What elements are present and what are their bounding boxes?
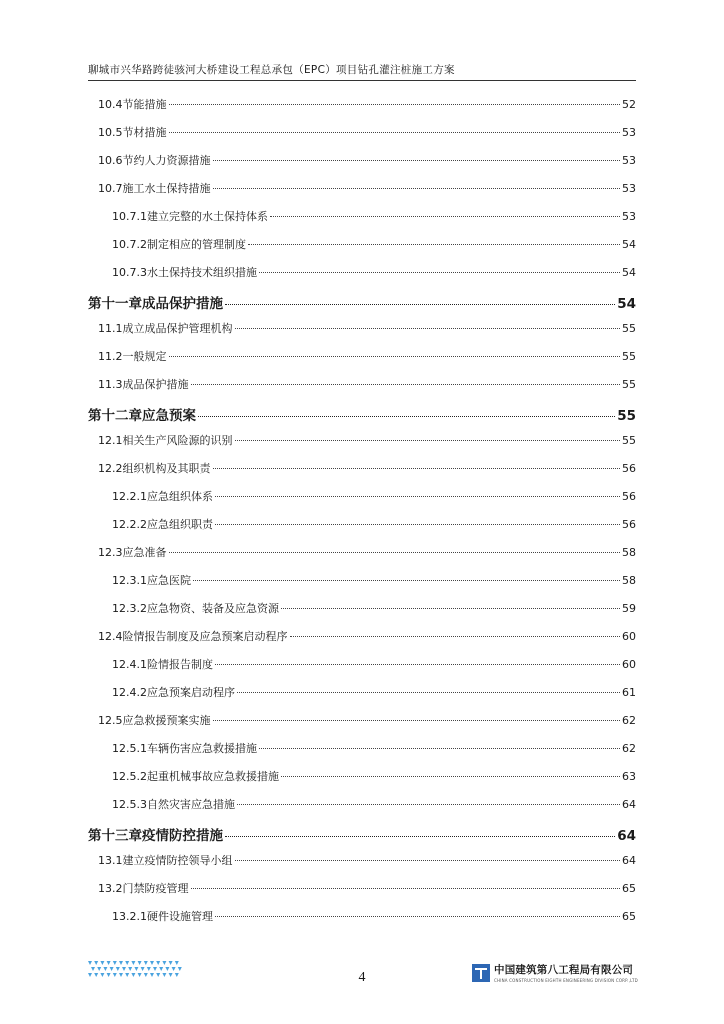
- footer-decoration-mark: [88, 961, 92, 965]
- toc-entry-page: 56: [622, 462, 636, 475]
- footer-decoration-mark: [107, 961, 111, 965]
- footer-decoration-mark: [150, 961, 154, 965]
- company-name: 中国建筑第八工程局有限公司: [494, 964, 634, 976]
- toc-entry-page: 59: [622, 602, 636, 615]
- toc-dot-leader: [270, 216, 620, 217]
- toc-entry-label: 12.1相关生产风险源的识别: [98, 434, 233, 447]
- toc-entry-page: 62: [622, 714, 636, 727]
- footer-decoration-mark: [113, 961, 117, 965]
- toc-entry[interactable]: [112, 740, 636, 756]
- toc-entry[interactable]: [98, 320, 636, 336]
- toc-entry[interactable]: [112, 572, 636, 588]
- toc-dot-leader: [225, 304, 615, 305]
- toc-entry[interactable]: [98, 124, 636, 140]
- footer-decoration-mark: [125, 961, 129, 965]
- toc-entry[interactable]: [98, 348, 636, 364]
- toc-dot-leader: [191, 384, 621, 385]
- toc-entry[interactable]: [112, 684, 636, 700]
- toc-entry-label: 12.2.2应急组织职责: [112, 518, 213, 531]
- toc-entry-page: 60: [622, 658, 636, 671]
- toc-entry[interactable]: [98, 96, 636, 112]
- toc-entry-label: 12.5.2起重机械事故应急救援措施: [112, 770, 279, 783]
- toc-dot-leader: [290, 636, 621, 637]
- toc-dot-leader: [237, 692, 620, 693]
- toc-chapter-entry[interactable]: [88, 824, 636, 844]
- toc-dot-leader: [169, 552, 621, 553]
- toc-entry-page: 56: [622, 518, 636, 531]
- toc-entry-page: 58: [622, 546, 636, 559]
- toc-dot-leader: [169, 356, 621, 357]
- toc-dot-leader: [215, 524, 620, 525]
- toc-entry-page: 56: [622, 490, 636, 503]
- toc-dot-leader: [193, 580, 620, 581]
- toc-dot-leader: [235, 440, 621, 441]
- toc-entry-label: 13.2.1硬件设施管理: [112, 910, 213, 923]
- toc-entry-label: 10.7.3水土保持技术组织措施: [112, 266, 257, 279]
- toc-entry-label: 13.2门禁防疫管理: [98, 882, 189, 895]
- toc-entry-label: 10.7.2制定相应的管理制度: [112, 238, 246, 251]
- footer-decoration-mark: [94, 961, 98, 965]
- footer-decoration-mark: [156, 961, 160, 965]
- toc-entry-label: 第十一章成品保护措施: [88, 296, 223, 312]
- toc-entry-label: 12.5.3自然灾害应急措施: [112, 798, 235, 811]
- toc-chapter-entry[interactable]: [88, 292, 636, 312]
- toc-dot-leader: [248, 244, 620, 245]
- company-brand: [472, 962, 638, 983]
- toc-entry-page: 52: [622, 98, 636, 111]
- toc-entry-page: 53: [622, 210, 636, 223]
- toc-entry-page: 60: [622, 630, 636, 643]
- toc-entry-label: 12.3.2应急物资、装备及应急资源: [112, 602, 279, 615]
- footer-decoration-mark: [100, 961, 104, 965]
- toc-entry-page: 62: [622, 742, 636, 755]
- footer-decoration-mark: [131, 961, 135, 965]
- footer-decoration-mark: [175, 961, 179, 965]
- toc-dot-leader: [169, 132, 621, 133]
- footer-decoration-mark: [119, 961, 123, 965]
- toc-entry-label: 12.4.1险情报告制度: [112, 658, 213, 671]
- toc-entry-label: 13.1建立疫情防控领导小组: [98, 854, 233, 867]
- toc-dot-leader: [225, 836, 615, 837]
- toc-entry-label: 12.4.2应急预案启动程序: [112, 686, 235, 699]
- toc-entry-label: 第十三章疫情防控措施: [88, 828, 223, 844]
- toc-entry-label: 11.3成品保护措施: [98, 378, 189, 391]
- toc-entry-page: 55: [622, 378, 636, 391]
- toc-entry-page: 53: [622, 126, 636, 139]
- page-number: 4: [358, 970, 366, 985]
- toc-dot-leader: [215, 496, 620, 497]
- toc-entry-label: 11.1成立成品保护管理机构: [98, 322, 233, 335]
- toc-entry[interactable]: [98, 852, 636, 868]
- footer-decoration-mark: [138, 961, 142, 965]
- company-logo-icon: [472, 964, 490, 982]
- toc-entry-page: 61: [622, 686, 636, 699]
- toc-entry[interactable]: [98, 432, 636, 448]
- toc-entry-page: 55: [617, 408, 636, 424]
- toc-entry-label: 12.5.1车辆伤害应急救援措施: [112, 742, 257, 755]
- toc-entry[interactable]: [112, 768, 636, 784]
- toc-entry-page: 63: [622, 770, 636, 783]
- toc-entry[interactable]: [98, 460, 636, 476]
- footer-decoration-mark: [144, 961, 148, 965]
- toc-entry-label: 12.3应急准备: [98, 546, 167, 559]
- toc-entry[interactable]: [98, 544, 636, 560]
- toc-entry-page: 54: [622, 266, 636, 279]
- toc-entry-page: 64: [622, 854, 636, 867]
- toc-entry-label: 12.3.1应急医院: [112, 574, 191, 587]
- toc-dot-leader: [213, 720, 621, 721]
- toc-entry-page: 53: [622, 154, 636, 167]
- toc-entry-label: 10.6节约人力资源措施: [98, 154, 211, 167]
- toc-entry[interactable]: [112, 600, 636, 616]
- toc-dot-leader: [259, 748, 620, 749]
- toc-dot-leader: [169, 104, 621, 105]
- toc-entry-label: 12.2组织机构及其职责: [98, 462, 211, 475]
- toc-entry-label: 第十二章应急预案: [88, 408, 196, 424]
- toc-entry-page: 55: [622, 434, 636, 447]
- toc-dot-leader: [191, 888, 621, 889]
- toc-entry-label: 10.4节能措施: [98, 98, 167, 111]
- toc-dot-leader: [235, 860, 621, 861]
- toc-entry-label: 12.2.1应急组织体系: [112, 490, 213, 503]
- toc-dot-leader: [213, 160, 621, 161]
- toc-dot-leader: [281, 776, 620, 777]
- footer-decoration-mark: [169, 961, 173, 965]
- footer-decoration-mark: [162, 961, 166, 965]
- toc-dot-leader: [281, 608, 620, 609]
- toc-chapter-entry[interactable]: [88, 404, 636, 424]
- toc-entry[interactable]: [98, 180, 636, 196]
- toc-entry[interactable]: [112, 656, 636, 672]
- toc-entry[interactable]: [98, 880, 636, 896]
- toc-dot-leader: [237, 804, 620, 805]
- toc-entry-label: 11.2一般规定: [98, 350, 167, 363]
- toc-entry-label: 12.4险情报告制度及应急预案启动程序: [98, 630, 288, 643]
- toc-dot-leader: [213, 188, 621, 189]
- toc-dot-leader: [235, 328, 621, 329]
- toc-entry[interactable]: [98, 152, 636, 168]
- toc-entry-page: 53: [622, 182, 636, 195]
- toc-entry[interactable]: [112, 488, 636, 504]
- company-name-en: CHINA CONSTRUCTION EIGHTH ENGINEERING DIVISION CORP.,LTD: [494, 978, 638, 983]
- toc-entry[interactable]: [98, 376, 636, 392]
- toc-entry-page: 55: [622, 350, 636, 363]
- toc-entry[interactable]: [112, 264, 636, 280]
- toc-dot-leader: [259, 272, 620, 273]
- toc-entry[interactable]: [98, 712, 636, 728]
- toc-dot-leader: [198, 416, 615, 417]
- toc-entry[interactable]: [98, 628, 636, 644]
- toc-entry-label: 12.5应急救援预案实施: [98, 714, 211, 727]
- toc-entry-page: 55: [622, 322, 636, 335]
- toc-entry-page: 65: [622, 882, 636, 895]
- toc-entry[interactable]: [112, 796, 636, 812]
- toc-entry[interactable]: [112, 908, 636, 924]
- toc-entry[interactable]: [112, 516, 636, 532]
- toc-entry-label: 10.7施工水土保持措施: [98, 182, 211, 195]
- toc-dot-leader: [215, 664, 620, 665]
- toc-dot-leader: [213, 468, 621, 469]
- toc-entry-page: 54: [617, 296, 636, 312]
- toc-entry-page: 58: [622, 574, 636, 587]
- toc-entry-page: 64: [617, 828, 636, 844]
- toc-entry-page: 65: [622, 910, 636, 923]
- running-header: 聊城市兴华路跨徒骇河大桥建设工程总承包（EPC）项目钻孔灌注桩施工方案: [88, 64, 455, 76]
- toc-entry[interactable]: [112, 208, 636, 224]
- toc-entry-label: 10.5节材措施: [98, 126, 167, 139]
- toc-dot-leader: [215, 916, 620, 917]
- toc-entry-page: 54: [622, 238, 636, 251]
- toc-entry-page: 64: [622, 798, 636, 811]
- toc-entry[interactable]: [112, 236, 636, 252]
- toc-entry-label: 10.7.1建立完整的水土保持体系: [112, 210, 268, 223]
